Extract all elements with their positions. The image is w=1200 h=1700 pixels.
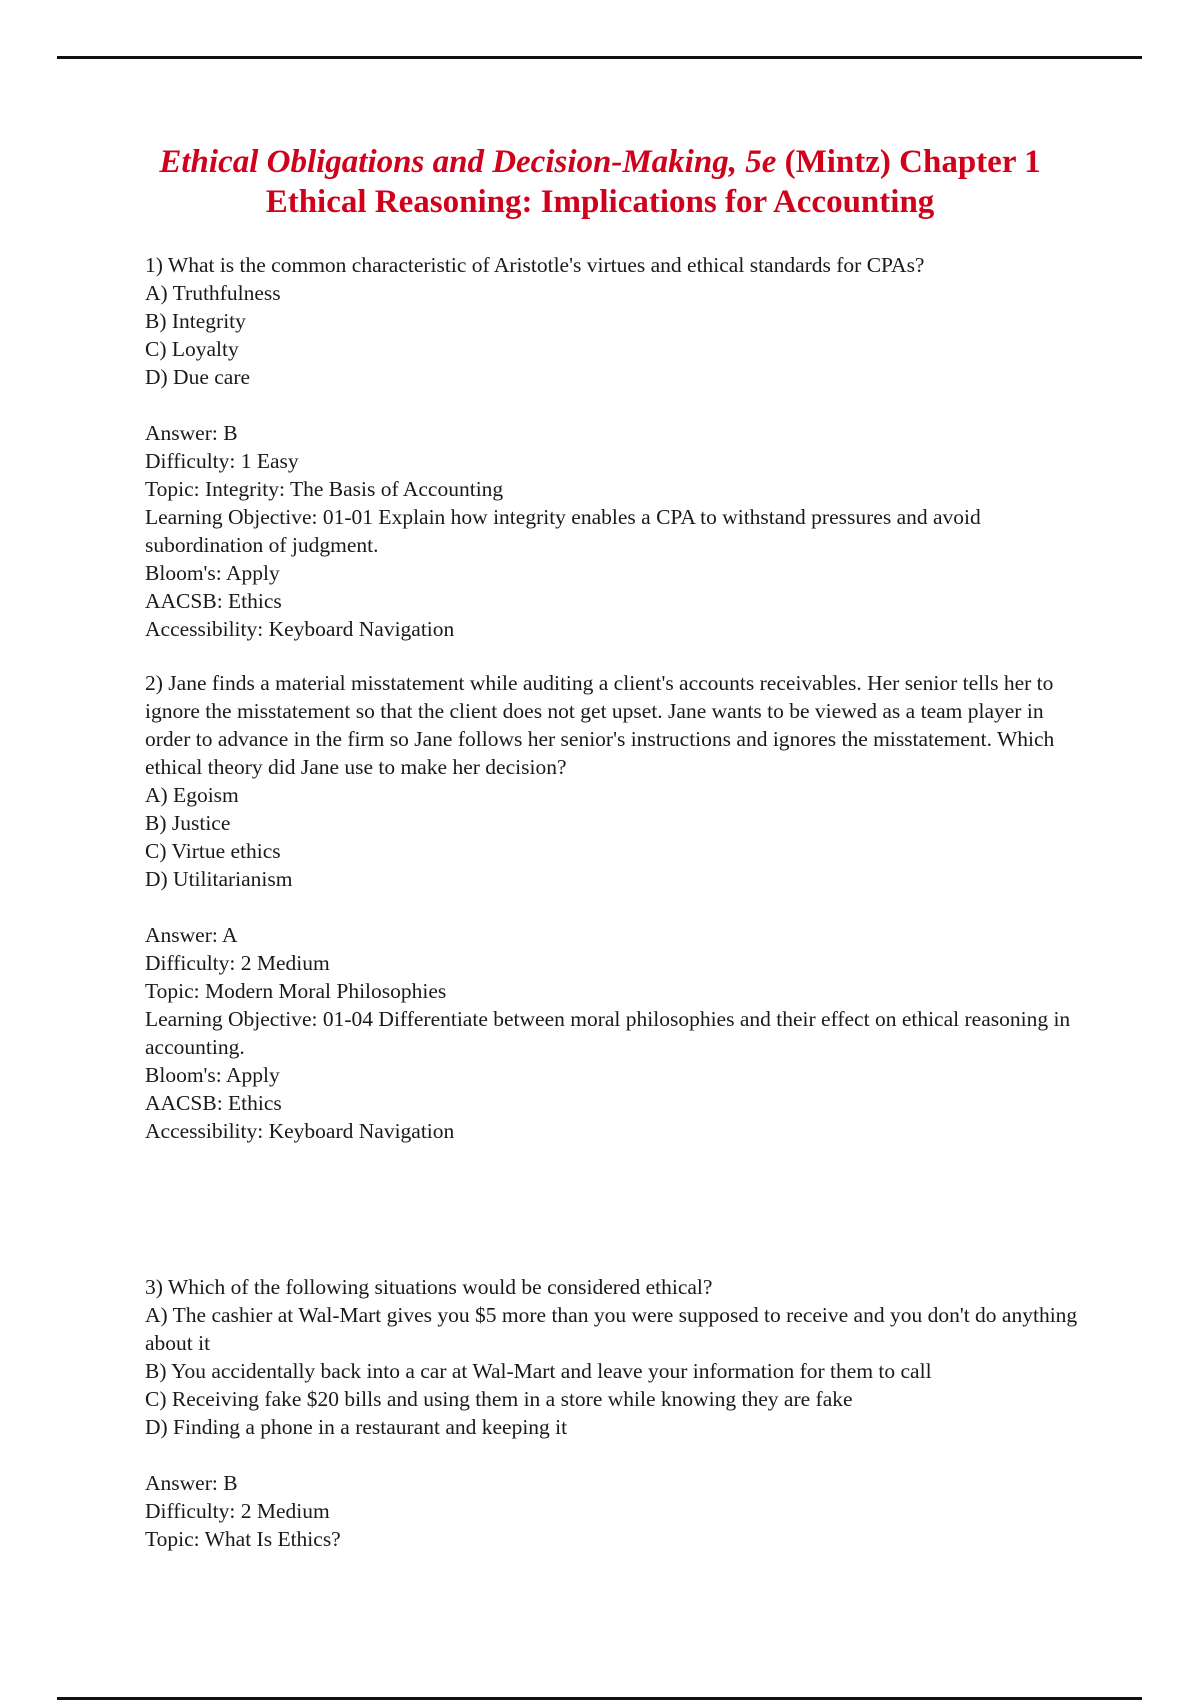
blooms: Bloom's: Apply [145, 561, 280, 585]
topic: Topic: Modern Moral Philosophies [145, 979, 447, 1003]
aacsb: AACSB: Ethics [145, 1091, 282, 1115]
option: B) Justice [145, 811, 231, 835]
option: A) Egoism [145, 783, 239, 807]
question-2 [145, 669, 1080, 1145]
difficulty: Difficulty: 1 Easy [145, 449, 299, 473]
aacsb: AACSB: Ethics [145, 589, 282, 613]
option: A) Truthfulness [145, 281, 281, 305]
learning-objective: Learning Objective: 01-04 Differentiate between moral philosophies and their effect on ethical reasoning in accounting. [145, 1007, 1071, 1059]
option: B) Integrity [145, 309, 246, 333]
question-3 [145, 1273, 1080, 1553]
title-normal: (Mintz) Chapter 1 [776, 144, 1041, 180]
question-stem: 1) What is the common characteristic of Aristotle's virtues and ethical standards for CPAs? [145, 253, 925, 277]
difficulty: Difficulty: 2 Medium [145, 951, 330, 975]
answer: Answer: B [145, 421, 238, 445]
title-italic: Ethical Obligations and Decision-Making, 5e [159, 144, 777, 180]
title-line2: Ethical Reasoning: Implications for Accounting [265, 184, 935, 220]
option: C) Virtue ethics [145, 839, 281, 863]
accessibility: Accessibility: Keyboard Navigation [145, 617, 455, 641]
option: A) The cashier at Wal-Mart gives you $5 more than you were supposed to receive and you don't do anything about it [145, 1303, 1078, 1355]
question-stem: 3) Which of the following situations would be considered ethical? [145, 1275, 713, 1299]
option: C) Receiving fake $20 bills and using them in a store while knowing they are fake [145, 1387, 853, 1411]
topic: Topic: Integrity: The Basis of Accounting [145, 477, 504, 501]
header-rule [57, 56, 1142, 59]
option: D) Due care [145, 365, 251, 389]
option: D) Utilitarianism [145, 867, 293, 891]
option: D) Finding a phone in a restaurant and keeping it [145, 1415, 568, 1439]
document-title [60, 142, 1140, 222]
accessibility: Accessibility: Keyboard Navigation [145, 1119, 455, 1143]
option: B) You accidentally back into a car at Wal-Mart and leave your information for them to call [145, 1359, 932, 1383]
blooms: Bloom's: Apply [145, 1063, 280, 1087]
learning-objective: Learning Objective: 01-01 Explain how integrity enables a CPA to withstand pressures and avoid subordination of judgment. [145, 505, 981, 557]
answer: Answer: A [145, 923, 238, 947]
question-1 [145, 251, 1080, 643]
answer: Answer: B [145, 1471, 238, 1495]
difficulty: Difficulty: 2 Medium [145, 1499, 330, 1523]
topic: Topic: What Is Ethics? [145, 1527, 341, 1551]
option: C) Loyalty [145, 337, 239, 361]
question-stem: 2) Jane finds a material misstatement while auditing a client's accounts receivables. Her senior tells her to ignore the misstatement so that the client does not get upset. Jane wants to be viewed as a team player in order to advance in the firm so Jane follows her senior's instructions and ignores the misstatement. Which ethical theory did Jane use to make her decision? [145, 671, 1055, 779]
